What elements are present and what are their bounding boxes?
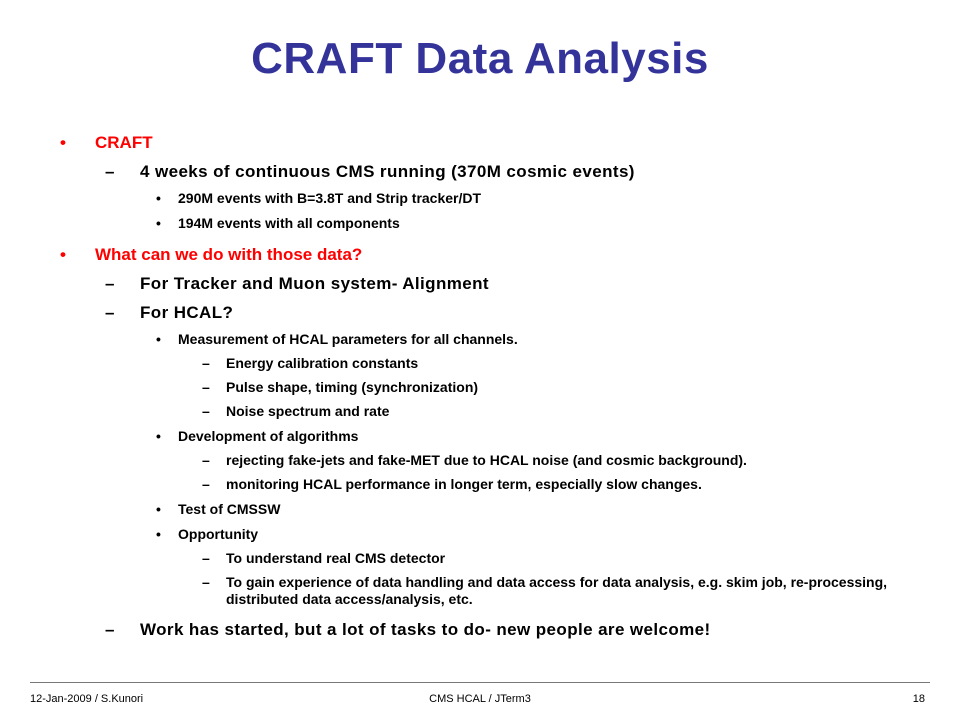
bullet-craft [60, 132, 940, 153]
slide-title: CRAFT Data Analysis [251, 34, 709, 83]
bullet-gain-experience [60, 574, 940, 608]
bullet-marker: • [156, 215, 161, 231]
bullet-text: monitoring HCAL performance in longer term, especially slow changes. [226, 476, 702, 492]
dash-marker: – [202, 379, 210, 395]
bullet-marker: • [156, 428, 161, 444]
bullet-understand-detector [60, 550, 940, 567]
bullet-text: 290M events with B=3.8T and Strip tracker/DT [178, 190, 482, 206]
dash-marker: – [105, 303, 115, 322]
bullet-text: Noise spectrum and rate [226, 403, 390, 419]
slide-content [60, 120, 940, 640]
bullet-marker: • [156, 501, 161, 517]
bullet-development [60, 428, 940, 445]
bullet-marker: • [60, 245, 66, 264]
bullet-4-weeks [60, 162, 940, 182]
bullet-text: To gain experience of data handling and data access for data analysis, e.g. skim job, re-processing, distributed data access/analysis, etc. [226, 574, 888, 607]
bullet-text: Development of algorithms [178, 428, 359, 444]
dash-marker: – [202, 574, 210, 590]
bullet-monitoring-hcal [60, 476, 940, 493]
bullet-noise-spectrum [60, 403, 940, 420]
footer-divider [30, 682, 930, 683]
bullet-text: Opportunity [178, 526, 259, 542]
page-number: 18 [912, 693, 925, 705]
bullet-text: Pulse shape, timing (synchronization) [226, 379, 479, 395]
bullet-what-can-we-do [60, 244, 940, 265]
bullet-text: 194M events with all components [178, 215, 400, 231]
bullet-tracker-muon [60, 274, 940, 294]
dash-marker: – [105, 274, 115, 293]
bullet-marker: • [156, 331, 161, 347]
dash-marker: – [202, 452, 210, 468]
dash-marker: – [202, 403, 210, 419]
bullet-194m-events [60, 215, 940, 232]
bullet-text: Work has started, but a lot of tasks to do- new people are welcome! [140, 620, 711, 639]
bullet-work-started [60, 620, 940, 640]
dash-marker: – [202, 476, 210, 492]
dash-marker: – [202, 355, 210, 371]
footer-date-author: 12-Jan-2009 / S.Kunori [30, 693, 144, 705]
bullet-marker: • [60, 133, 66, 152]
bullet-rejecting-fake-jets [60, 452, 940, 469]
bullet-opportunity [60, 526, 940, 543]
bullet-energy-calibration [60, 355, 940, 372]
bullet-text: To understand real CMS detector [226, 550, 446, 566]
dash-marker: – [105, 620, 115, 639]
bullet-text: rejecting fake-jets and fake-MET due to HCAL noise (and cosmic background). [226, 452, 747, 468]
bullet-measurement [60, 331, 940, 348]
bullet-text: Test of CMSSW [178, 501, 281, 517]
bullet-290m-events [60, 190, 940, 207]
bullet-marker: • [156, 526, 161, 542]
bullet-for-hcal [60, 303, 940, 323]
dash-marker: – [105, 162, 115, 181]
bullet-text: For HCAL? [140, 303, 234, 322]
bullet-text: For Tracker and Muon system- Alignment [140, 274, 489, 293]
bullet-text: Energy calibration constants [226, 355, 419, 371]
bullet-text: CRAFT [95, 133, 153, 152]
bullet-test-cmssw [60, 501, 940, 518]
bullet-text: Measurement of HCAL parameters for all channels. [178, 331, 518, 347]
footer-event: CMS HCAL / JTerm3 [429, 693, 531, 705]
bullet-marker: • [156, 190, 161, 206]
bullet-text: 4 weeks of continuous CMS running (370M cosmic events) [140, 162, 635, 181]
bullet-pulse-shape [60, 379, 940, 396]
dash-marker: – [202, 550, 210, 566]
bullet-text: What can we do with those data? [95, 245, 363, 264]
